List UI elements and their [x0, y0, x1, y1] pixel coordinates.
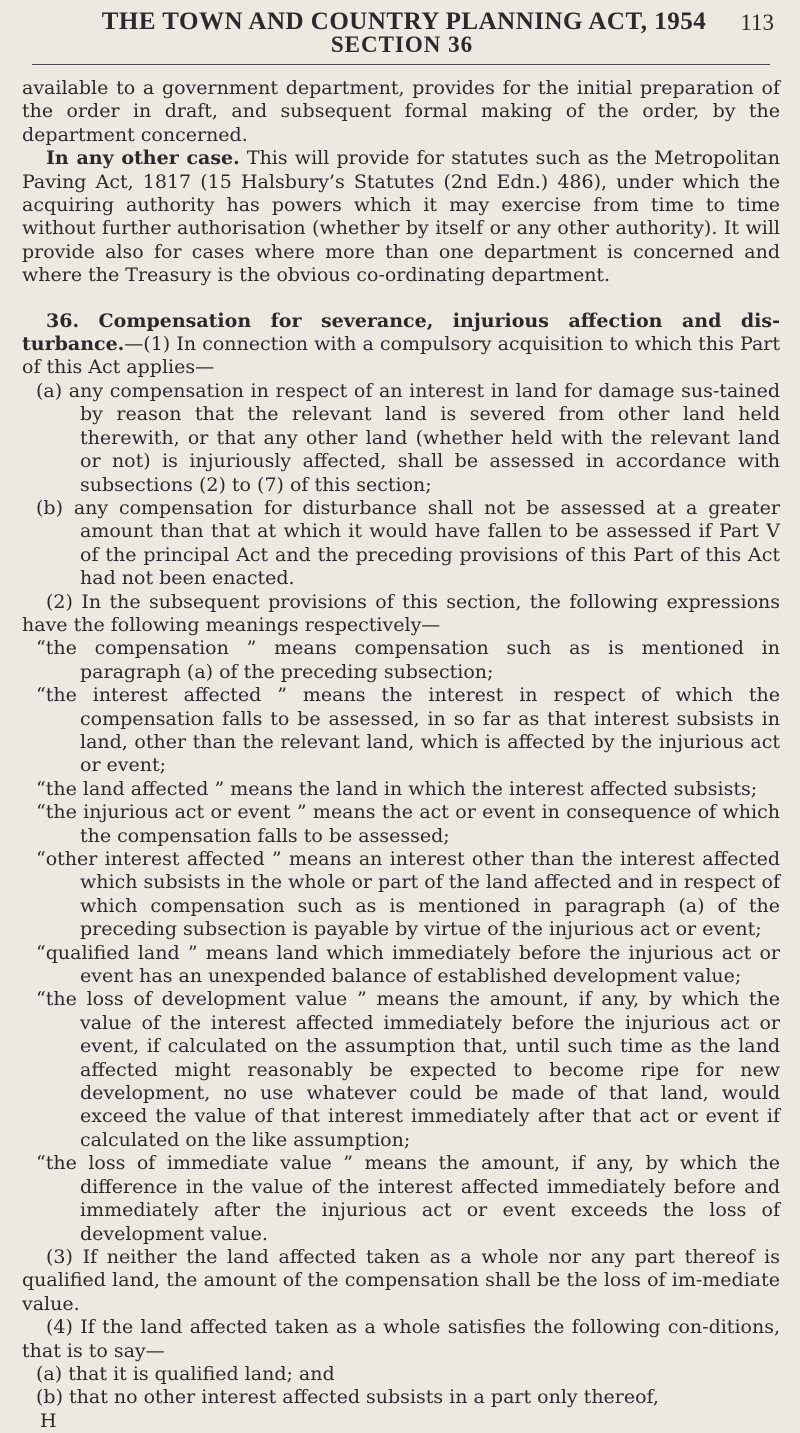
section-36-text: —(1) In connection with a compulsory acquisition to which this Part of this Act applies—: [22, 333, 780, 379]
section-36-heading: 36. Compensation for severance, injurious affection and dis-turbance.: [22, 309, 780, 356]
definition-item: “the loss of immediate value ” means the amount, if any, by which the difference in the value of the interest affected immediately before and immediately after the injurious act or event exceeds the loss of development value.: [36, 1152, 780, 1245]
section-label: SECTION 36: [330, 32, 474, 57]
subsection-2: (2) In the subsequent provisions of this section, the following expressions have the following meanings respectively—: [22, 590, 780, 636]
other-case-text: This will provide for statutes such as the Metropolitan Paving Act, 1817 (15 Halsbury’s Statutes (2nd Edn.) 486), under which the acquiring authority has powers which it may exercise from time to time without further authorisation (whether by itself or any other authority). It will provide also for cases where more than one department is concerned and where the Treasury is the obvious co-ordinating department.: [22, 147, 780, 287]
signature-mark: H: [40, 1409, 57, 1432]
act-title: THE TOWN AND COUNTRY PLANNING ACT, 1954: [101, 8, 707, 35]
subsection-4: (4) If the land affected taken as a whole satisfies the following con-ditions, that is to say—: [22, 1316, 780, 1362]
page-number: 113: [740, 10, 774, 35]
definition-item: “the loss of development value ” means the amount, if any, by which the value of the interest affected immediately before the injurious act or event, if calculated on the assumption that, until such time as the land affected might reasonably be expected to become ripe for new development, no use whatever could be made of that land, would exceed the value of that interest immediately after that act or event if calculated on the like assumption;: [36, 988, 780, 1151]
subsection-a: (a) any compensation in respect of an interest in land for damage sus-tained by reason that the relevant land is severed from other land held therewith, or that any other land (whether held with the relevant land or not) is injuriously affected, shall be assessed in accordance with subsections (2) to (7) of this section;: [36, 379, 780, 496]
condition-a: (a) that it is qualified land; and: [36, 1362, 335, 1385]
definition-item: “the interest affected ” means the interest in respect of which the compensation falls to be assessed, in so far as that interest subsists in land, other than the relevant land, which is affected by the injurious act or event;: [36, 684, 780, 777]
definition-item: “other interest affected ” means an interest other than the interest affected which subsists in the whole or part of the land affected and in respect of which compensation such as is mentioned in paragraph (a) of the preceding subsection is payable by virtue of the injurious act or event;: [36, 848, 780, 941]
definition-item: “qualified land ” means land which immediately before the injurious act or event has an unexpended balance of established development value;: [36, 941, 780, 988]
other-case-paragraph: [22, 147, 780, 287]
definition-item: “the compensation ” means compensation such as is mentioned in paragraph (a) of the preceding subsection;: [36, 637, 780, 683]
header-rule: [32, 64, 770, 65]
condition-b: (b) that no other interest affected subsists in a part only thereof,: [36, 1386, 659, 1409]
section-36-paragraph: [22, 310, 780, 380]
definition-item: “the injurious act or event ” means the act or event in consequence of which the compensation falls to be assessed;: [36, 801, 780, 847]
other-case-lead: In any other case.: [46, 147, 240, 170]
subsection-b: (b) any compensation for disturbance shall not be assessed at a greater amount than that at which it would have fallen to be assessed if Part V of the principal Act and the preceding provisions of this Part of this Act had not been enacted.: [36, 496, 780, 590]
subsection-3: (3) If neither the land affected taken as a whole nor any part thereof is qualified land, the amount of the compensation shall be the loss of im-mediate value.: [22, 1245, 780, 1315]
running-header: [22, 6, 780, 58]
definition-item: “the land affected ” means the land in which the interest affected subsists;: [36, 777, 758, 800]
intro-paragraph: available to a government department, provides for the initial preparation of the order in draft, and subsequent formal making of the order, by the department concerned.: [22, 77, 780, 146]
